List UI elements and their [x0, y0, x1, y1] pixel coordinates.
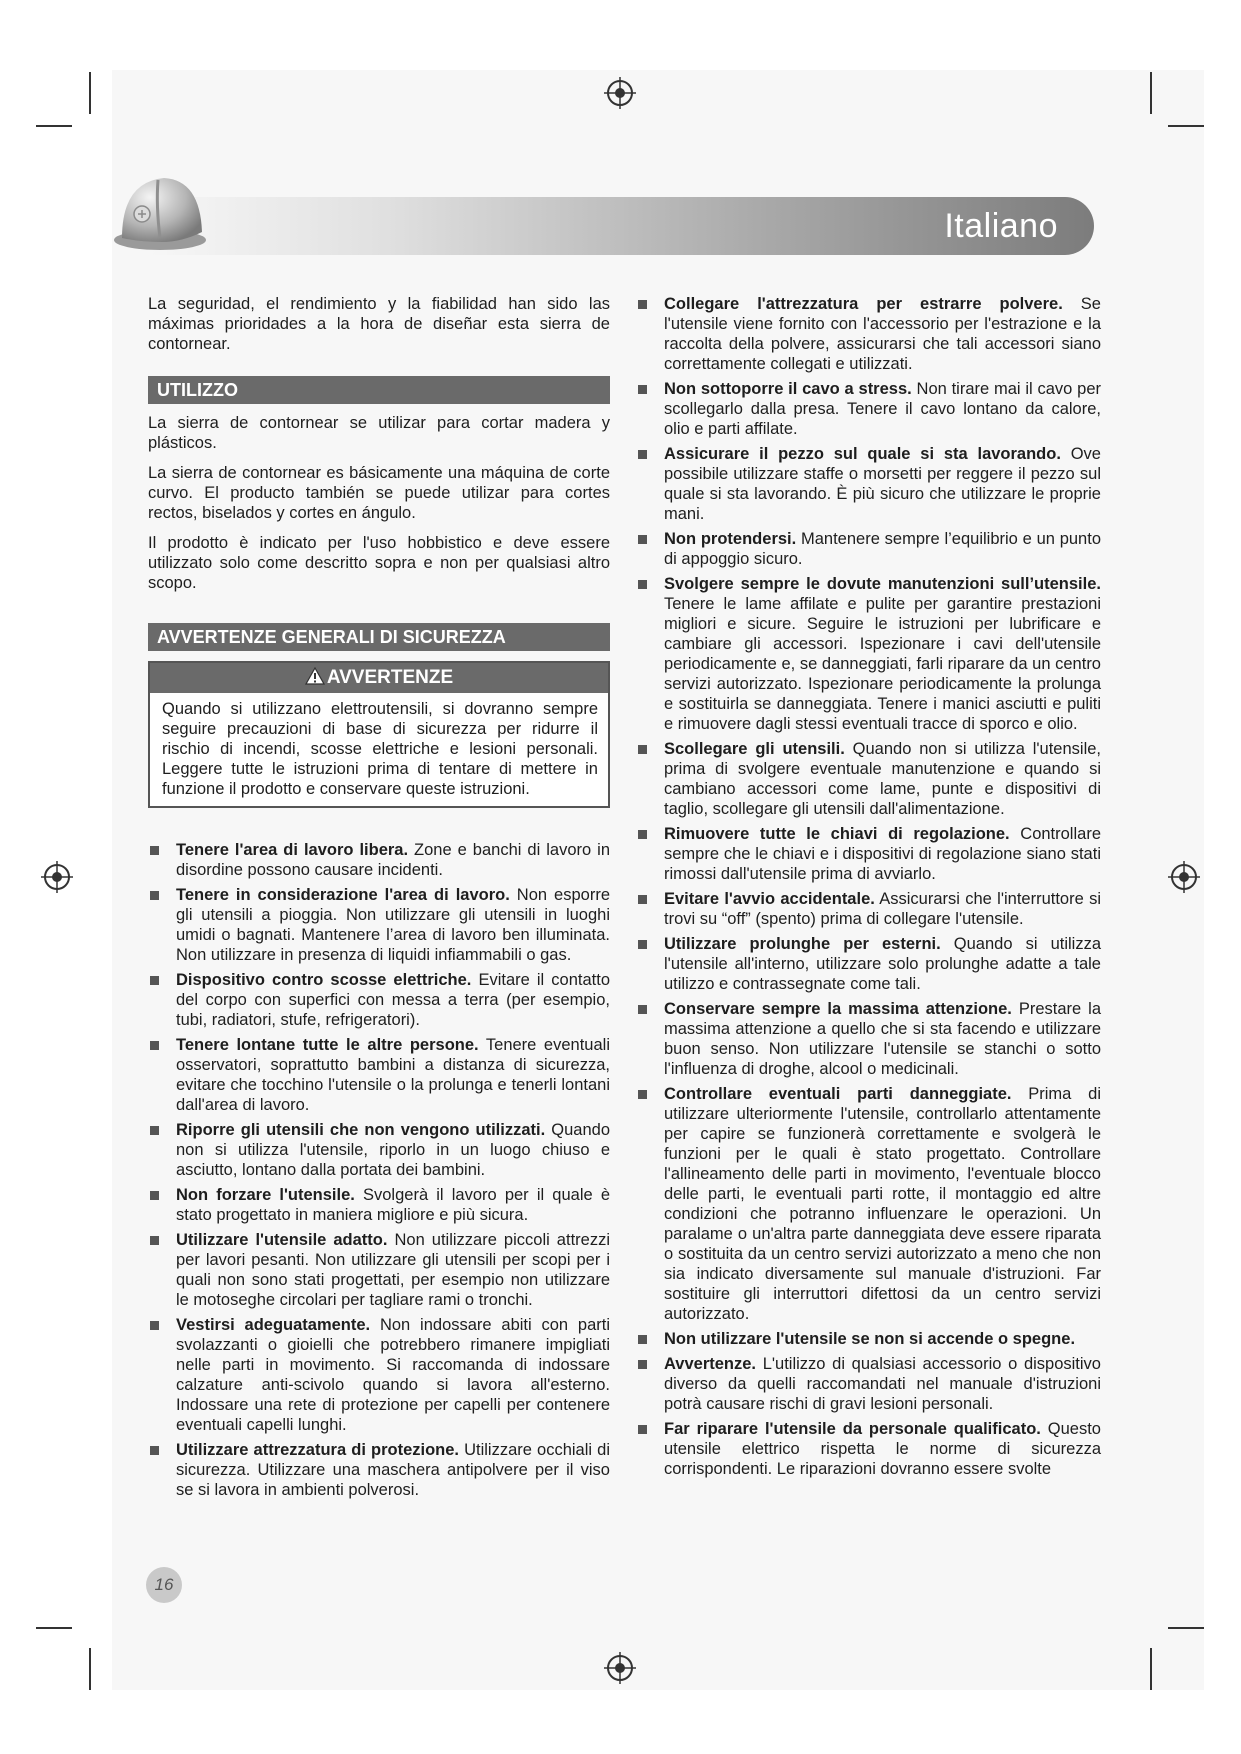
item-title: Avvertenze. [664, 1355, 757, 1373]
registration-mark-icon [603, 76, 637, 110]
item-text: Evitare il contatto del corpo con superfici con messa a terra (per esempio, tubi, radiatori, stufe, refrigeratori). [176, 971, 610, 1029]
list-item [636, 934, 1101, 994]
crop-mark [36, 125, 72, 127]
language-header [150, 197, 1094, 255]
list-item [636, 294, 1101, 374]
item-title: Utilizzare l'utensile adatto. [176, 1231, 388, 1249]
item-title: Non forzare l'utensile. [176, 1186, 355, 1204]
item-text: Prestare la massima attenzione a quello che si sta facendo e utilizzare buon senso. Non utilizzare l'utensile se stanchi o sotto l'influenza di droghe, alcool o medicinali. [664, 1000, 1101, 1078]
item-text: Questo utensile elettrico rispetta le norme di sicurezza corrispondenti. Le riparazioni dovranno essere svolte [664, 1420, 1101, 1478]
intro-paragraph: La seguridad, el rendimiento y la fiabilidad han sido las máximas prioridades a la hora de diseñar esta sierra de contornear. [148, 295, 610, 353]
item-title: Far riparare l'utensile da personale qualificato. [664, 1420, 1041, 1438]
item-title: Non protendersi. [664, 530, 797, 548]
list-item [148, 885, 610, 965]
registration-mark-icon [1167, 860, 1201, 894]
item-title: Non utilizzare l'utensile se non si accende o spegne. [664, 1330, 1076, 1348]
item-title: Tenere in considerazione l'area di lavoro. [176, 886, 510, 904]
list-item [148, 1230, 610, 1310]
warning-text: Quando si utilizzano elettroutensili, si dovranno sempre seguire precauzioni di base di sicurezza per ridurre il rischio di incendi, scosse elettriche e lesioni personali. Leggere tutte le istruzioni prima di tentare di mettere in funzione il prodotto e conservare queste istruzioni. [162, 700, 598, 798]
item-title: Riporre gli utensili che non vengono utilizzati. [176, 1121, 546, 1139]
item-text: Non indossare abiti con parti svolazzanti o gioielli che potrebbero rimanere impigliati nelle parti in movimento. Si raccomanda di indossare calzature anti-scivolo quando si lavora all'esterno. Indossare una rete di protezione per capelli per contenere eventuali capelli lunghi. [176, 1316, 611, 1434]
item-text: Assicurarsi che l'interruttore si trovi su “off” (spento) prima di collegare l'utensile. [664, 890, 1101, 928]
list-item [636, 574, 1101, 734]
item-text: Prima di utilizzare ulteriormente l'utensile, controllarlo attentamente per capire se funzionerà correttamente e svolgerà le funzioni per le quali è stato progettato. Controllare l'allineamento delle parti in movimento, l'eventuale blocco delle parti, le eventuali parti rotte, il montaggio ed altre condizioni che potranno influenzare le operazioni. Un paralame o un'altra parte danneggiata deve essere riparata o sostituita da un centro servizi autorizzato a meno che non sia indicato diversamente sul manuale d'istruzioni. Far sostituire gli interruttori difettosi da un centro servizi autorizzato. [664, 1085, 1101, 1323]
item-title: Non sottoporre il cavo a stress. [664, 380, 912, 398]
item-title: Evitare l'avvio accidentale. [664, 890, 875, 908]
right-column [636, 294, 1101, 1484]
list-item [636, 889, 1101, 929]
list-item [148, 1035, 610, 1115]
crop-mark [1150, 1648, 1152, 1690]
registration-mark-icon [603, 1651, 637, 1685]
list-item [636, 1084, 1101, 1324]
safety-heading: AVVERTENZE GENERALI DI SICUREZZA [148, 623, 610, 651]
item-text: Tenere le lame affilate e pulite per garantire prestazioni migliori e sicure. Seguire le istruzioni per lubrificare e cambiare gli accessori. Ispezionare i cavi dell'utensile periodicamente e, se danneggiati, farli riparare da un centro servizi autorizzato. Ispezionare periodicamente la prolunga e sostituirla se danneggiata. Tenere i manici asciutti e puliti e rimuovere dagli stessi eventuali tracce di sporco e olio. [664, 595, 1101, 733]
language-title: Italiano [944, 207, 1058, 245]
list-item [148, 1315, 610, 1435]
list-item [636, 824, 1101, 884]
item-text: Controllare sempre che le chiavi e i dispositivi di regolazione siano stati rimossi dall'utensile prima di avviarlo. [664, 825, 1101, 883]
item-text: Non tirare mai il cavo per scollegarlo dalla presa. Tenere il cavo lontano da calore, olio e parti affilate. [664, 380, 1101, 438]
item-title: Utilizzare attrezzatura di protezione. [176, 1441, 459, 1459]
utilizzo-paragraph: Il prodotto è indicato per l'uso hobbistico e deve essere utilizzato solo come descritto sopra e non per qualsiasi altro scopo. [148, 534, 610, 592]
list-item [148, 1185, 610, 1225]
warning-box [148, 661, 610, 808]
item-text: L'utilizzo di qualsiasi accessorio o dispositivo diverso da quelli raccomandati nel manuale d'istruzioni potrà causare rischi di gravi lesioni personali. [664, 1355, 1101, 1413]
list-item [148, 1120, 610, 1180]
list-item [636, 739, 1101, 819]
item-title: Rimuovere tutte le chiavi di regolazione. [664, 825, 1010, 843]
page-number: 16 [146, 1567, 182, 1603]
crop-mark [1150, 72, 1152, 114]
item-title: Scollegare gli utensili. [664, 740, 845, 758]
item-text: Utilizzare occhiali di sicurezza. Utilizzare una maschera antipolvere per il viso se si lavora in ambienti polverosi. [176, 1441, 610, 1499]
item-text: Non esporre gli utensili a pioggia. Non utilizzare gli utensili in luoghi umidi o bagnati. Mantenere l’area di lavoro ben illuminata. Non utilizzare in presenza di liquidi infiammabili o gas. [176, 886, 610, 964]
item-text: Svolgerà il lavoro per il quale è stato progettato in maniera migliore e più sicura. [176, 1186, 611, 1224]
item-title: Controllare eventuali parti danneggiate. [664, 1085, 1012, 1103]
item-title: Dispositivo contro scosse elettriche. [176, 971, 472, 989]
item-text: Quando non si utilizza l'utensile, riporlo in un luogo chiuso e asciutto, lontano dalla portata dei bambini. [176, 1121, 610, 1179]
item-title: Conservare sempre la massima attenzione. [664, 1000, 1012, 1018]
item-text: Mantenere sempre l’equilibrio e un punto di appoggio sicuro. [664, 530, 1101, 568]
item-title: Utilizzare prolunghe per esterni. [664, 935, 941, 953]
list-item [636, 999, 1101, 1079]
item-text: Ove possibile utilizzare staffe o morsetti per reggere il pezzo sul quale si sta lavorando. È più sicuro che utilizzare le proprie mani. [664, 445, 1101, 523]
list-item [148, 1440, 610, 1500]
crop-mark [36, 1627, 72, 1629]
item-title: Assicurare il pezzo sul quale si sta lavorando. [664, 445, 1061, 463]
crop-mark [89, 72, 91, 114]
item-text: Quando non si utilizza l'utensile, prima di svolgere eventuale manutenzione e quando si cambiano accessori come lame, punte e dispositivi di taglio, scollegare gli utensili dall'alimentazione. [664, 740, 1102, 818]
item-title: Svolgere sempre le dovute manutenzioni sull’utensile. [664, 575, 1101, 593]
utilizzo-paragraph: La sierra de contornear es básicamente una máquina de corte curvo. El producto también se puede utilizar para cortes rectos, biselados y cortes en ángulo. [148, 464, 610, 522]
crop-mark [89, 1648, 91, 1690]
item-title: Tenere lontane tutte le altre persone. [176, 1036, 479, 1054]
list-item [148, 970, 610, 1030]
item-title: Tenere l'area di lavoro libera. [176, 841, 409, 859]
warning-header [150, 663, 608, 693]
item-text: Zone e banchi di lavoro in disordine possono causare incidenti. [176, 841, 610, 879]
list-item [148, 840, 610, 880]
list-item [636, 1419, 1101, 1479]
item-title: Collegare l'attrezzatura per estrarre polvere. [664, 295, 1063, 313]
helmet-icon [112, 162, 212, 262]
utilizzo-heading: UTILIZZO [148, 376, 610, 404]
list-item [636, 444, 1101, 524]
list-item [636, 529, 1101, 569]
item-text: Quando si utilizza l'utensile all'interno, utilizzare solo prolunghe adatte a tale utilizzo e contrassegnate come tali. [664, 935, 1101, 993]
list-item [636, 379, 1101, 439]
item-text: Tenere eventuali osservatori, soprattutto bambini a distanza di sicurezza, evitare che tocchino l'utensile o la prolunga e tenerli lontani dall'area di lavoro. [176, 1036, 610, 1114]
crop-mark [1168, 125, 1204, 127]
item-text: Non utilizzare piccoli attrezzi per lavori pesanti. Non utilizzare gli utensili per scopi per i quali non sono stati progettati, per esempio non utilizzare le motoseghe circolari per tagliare rami o tronchi. [176, 1231, 610, 1309]
item-title: Vestirsi adeguatamente. [176, 1316, 371, 1334]
crop-mark [1168, 1627, 1204, 1629]
utilizzo-paragraph: La sierra de contornear se utilizar para cortar madera y plásticos. [148, 414, 610, 452]
right-bullet-list [636, 294, 1101, 1479]
list-item [636, 1354, 1101, 1414]
warning-title: AVVERTENZE [326, 667, 454, 688]
left-column [148, 294, 610, 1505]
item-text: Se l'utensile viene fornito con l'accessorio per l'estrazione e la raccolta della polvere, assicurarsi che tali accessori siano correttamente collegati e utilizzati. [664, 295, 1101, 373]
registration-mark-icon [40, 860, 74, 894]
warning-triangle-icon [305, 667, 325, 685]
list-item [636, 1329, 1101, 1349]
left-bullet-list [148, 840, 610, 1500]
